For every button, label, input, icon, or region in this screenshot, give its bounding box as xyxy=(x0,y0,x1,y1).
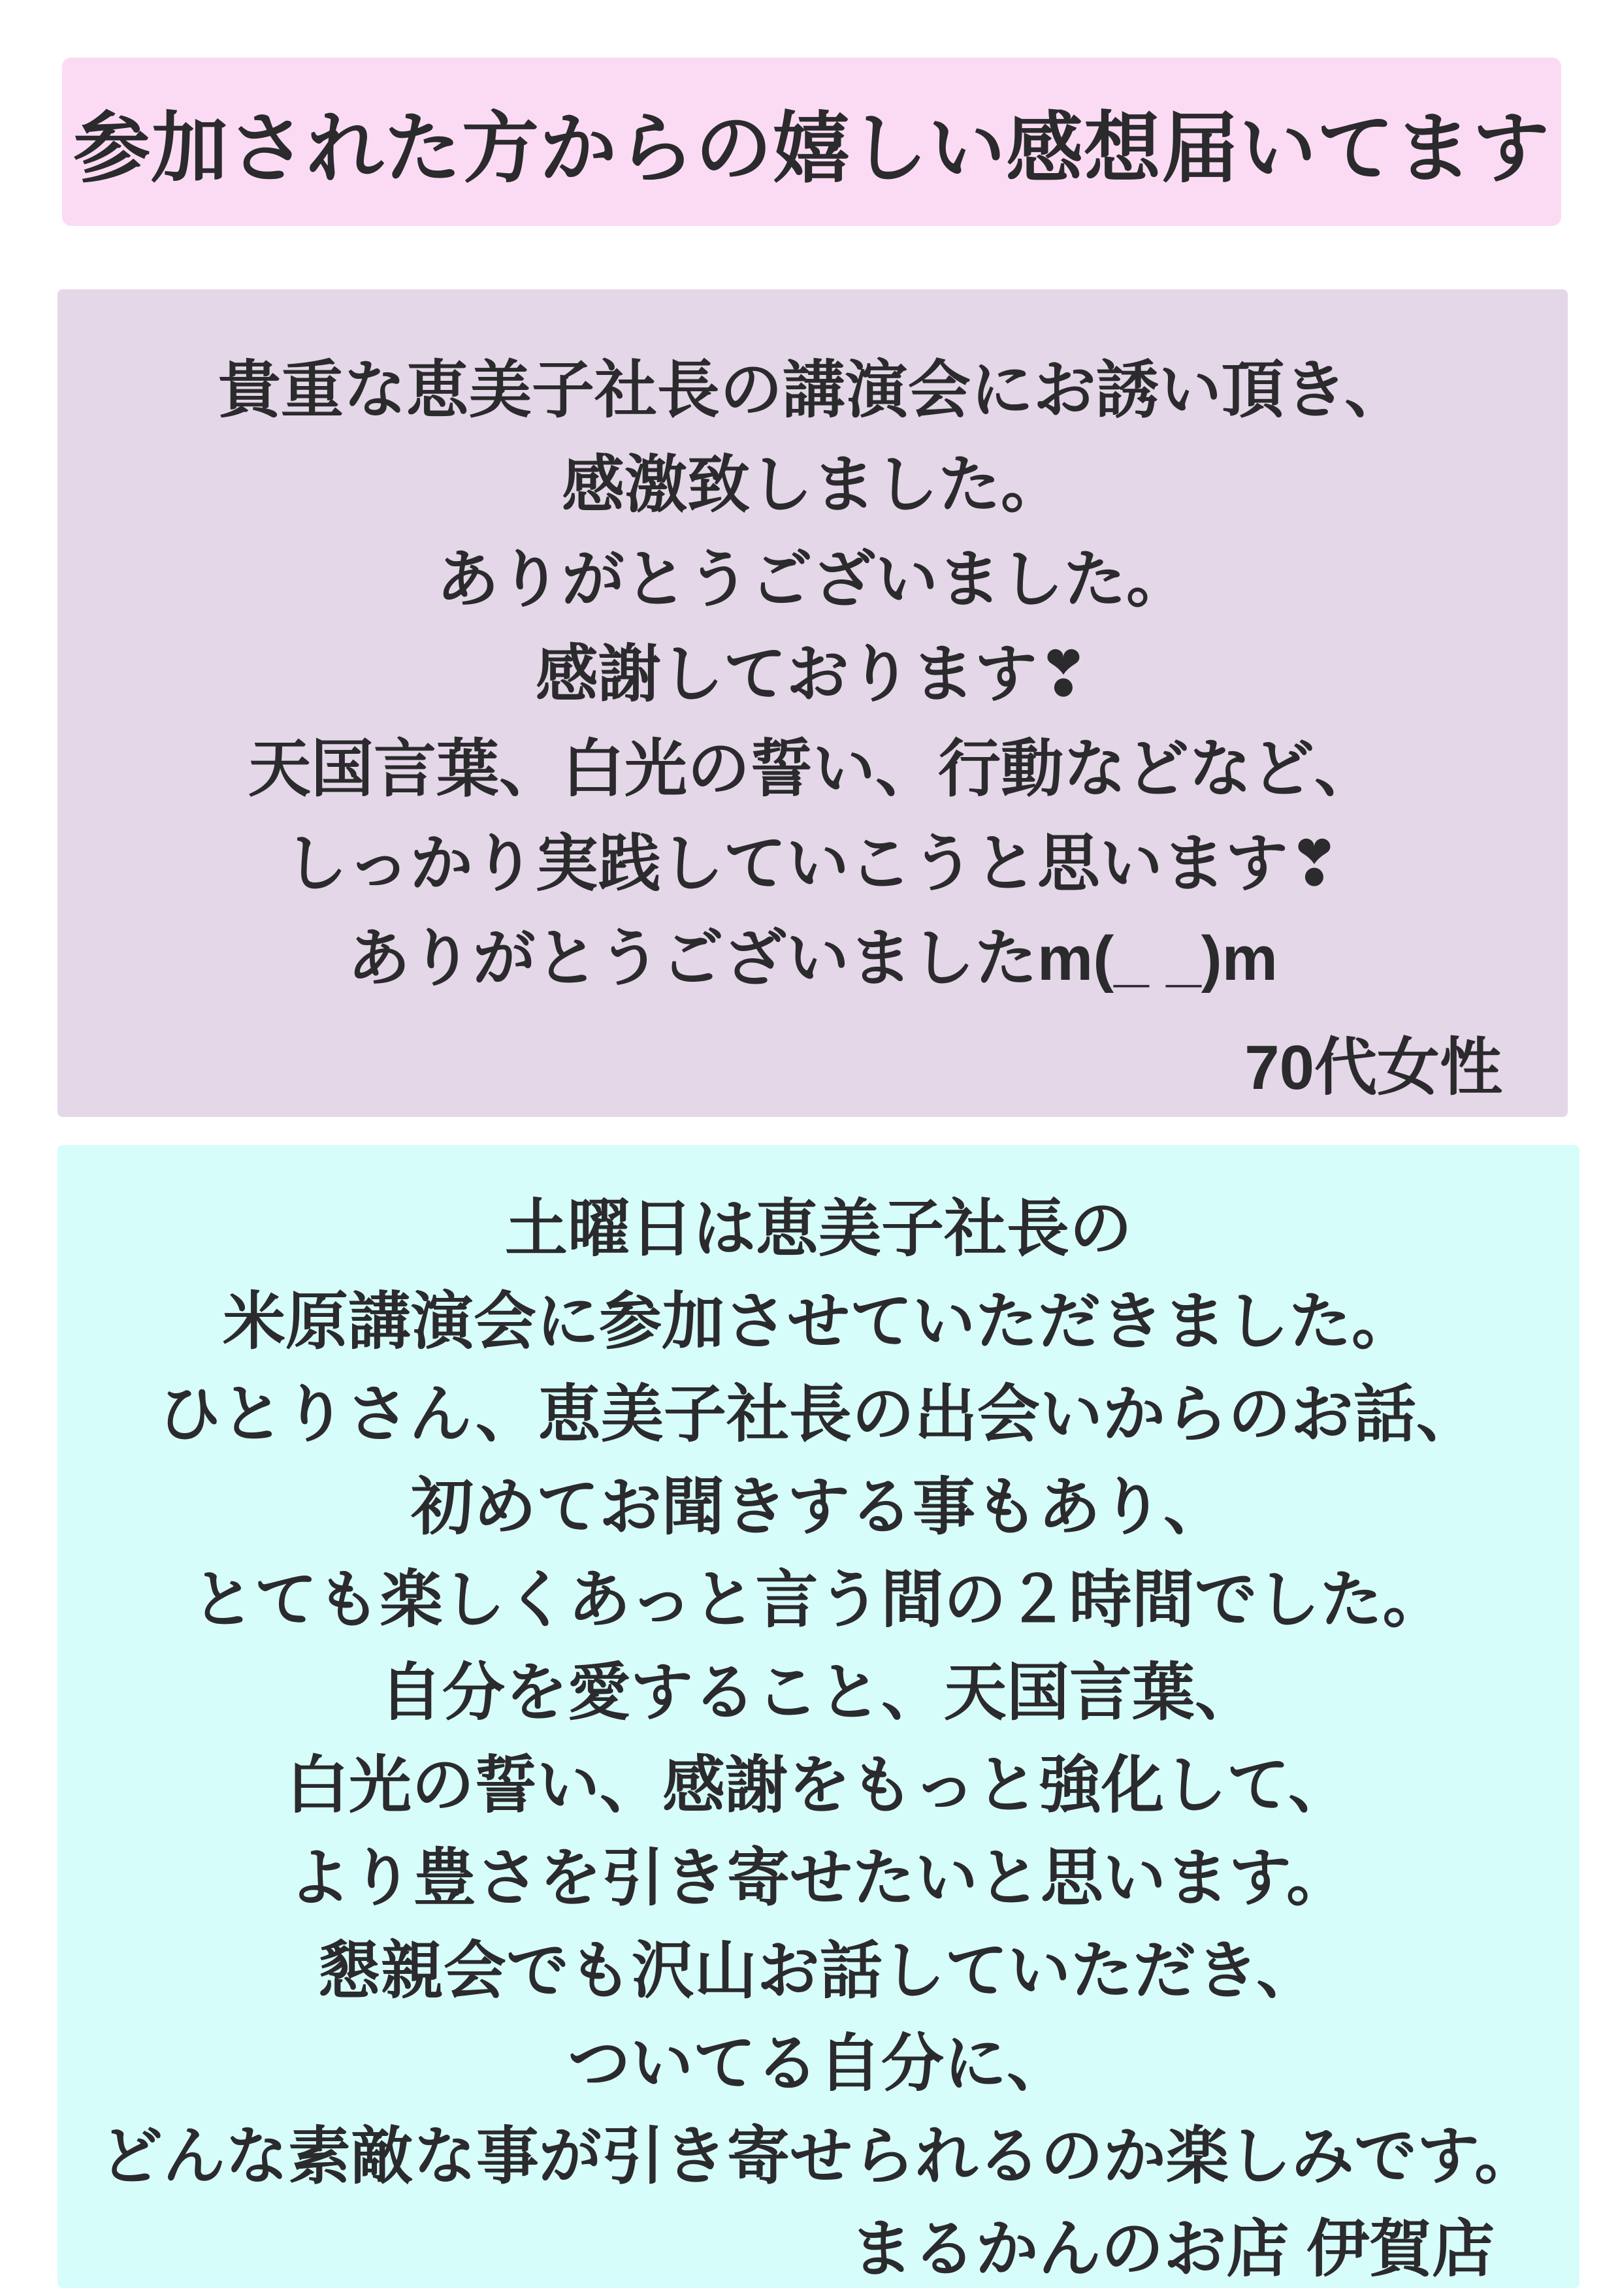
page-title: 参加された方からの嬉しい感想届いてます xyxy=(73,106,1550,192)
testimonial-line: どんな素敵な事が引き寄せられるのか楽しみです。 xyxy=(99,2122,1538,2191)
testimonial-block-2 xyxy=(57,1145,1580,2288)
testimonial-line: しっかり実践していこうと思います❣ xyxy=(284,829,1341,899)
testimonial-line: 感謝しております❣ xyxy=(535,639,1090,709)
testimonial-byline: 70代女性 xyxy=(1244,1033,1502,1103)
testimonial-line: 感激致しました。 xyxy=(562,450,1063,520)
testimonial-line: 土曜日は恵美子社長の xyxy=(505,1194,1132,1264)
testimonial-byline: まるかんのお店 伊賀店 xyxy=(850,2214,1495,2284)
testimonial-line: 貴重な恵美子社長の講演会にお誘い頂き、 xyxy=(218,355,1408,425)
header-banner xyxy=(62,57,1561,226)
testimonial-line: より豊さを引き寄せたいと思います。 xyxy=(287,1843,1350,1913)
testimonial-line: 懇親会でも沢山お話していただき、 xyxy=(317,1936,1320,2006)
testimonial-line: ありがとうございましたm(_ _)m xyxy=(347,924,1278,994)
testimonial-line: 天国言葉、白光の誓い、行動などなど、 xyxy=(248,734,1377,804)
testimonial-line: ついてる自分に、 xyxy=(568,2029,1069,2099)
testimonial-block-1 xyxy=(57,289,1568,1117)
testimonial-line: 米原講演会に参加させていただきました。 xyxy=(223,1287,1414,1357)
testimonial-line: とても楽しくあっと言う間の２時間でした。 xyxy=(191,1565,1446,1635)
testimonial-line: 初めてお聞きする事もあり、 xyxy=(411,1472,1226,1542)
testimonial-line: ありがとうございました。 xyxy=(436,545,1189,615)
testimonial-line: 白光の誓い、感謝をもっと強化して、 xyxy=(285,1751,1352,1820)
testimonial-line: ひとりさん、恵美子社長の出会いからのお話、 xyxy=(158,1380,1479,1449)
testimonial-line: 自分を愛すること、天国言葉、 xyxy=(380,1658,1257,1728)
